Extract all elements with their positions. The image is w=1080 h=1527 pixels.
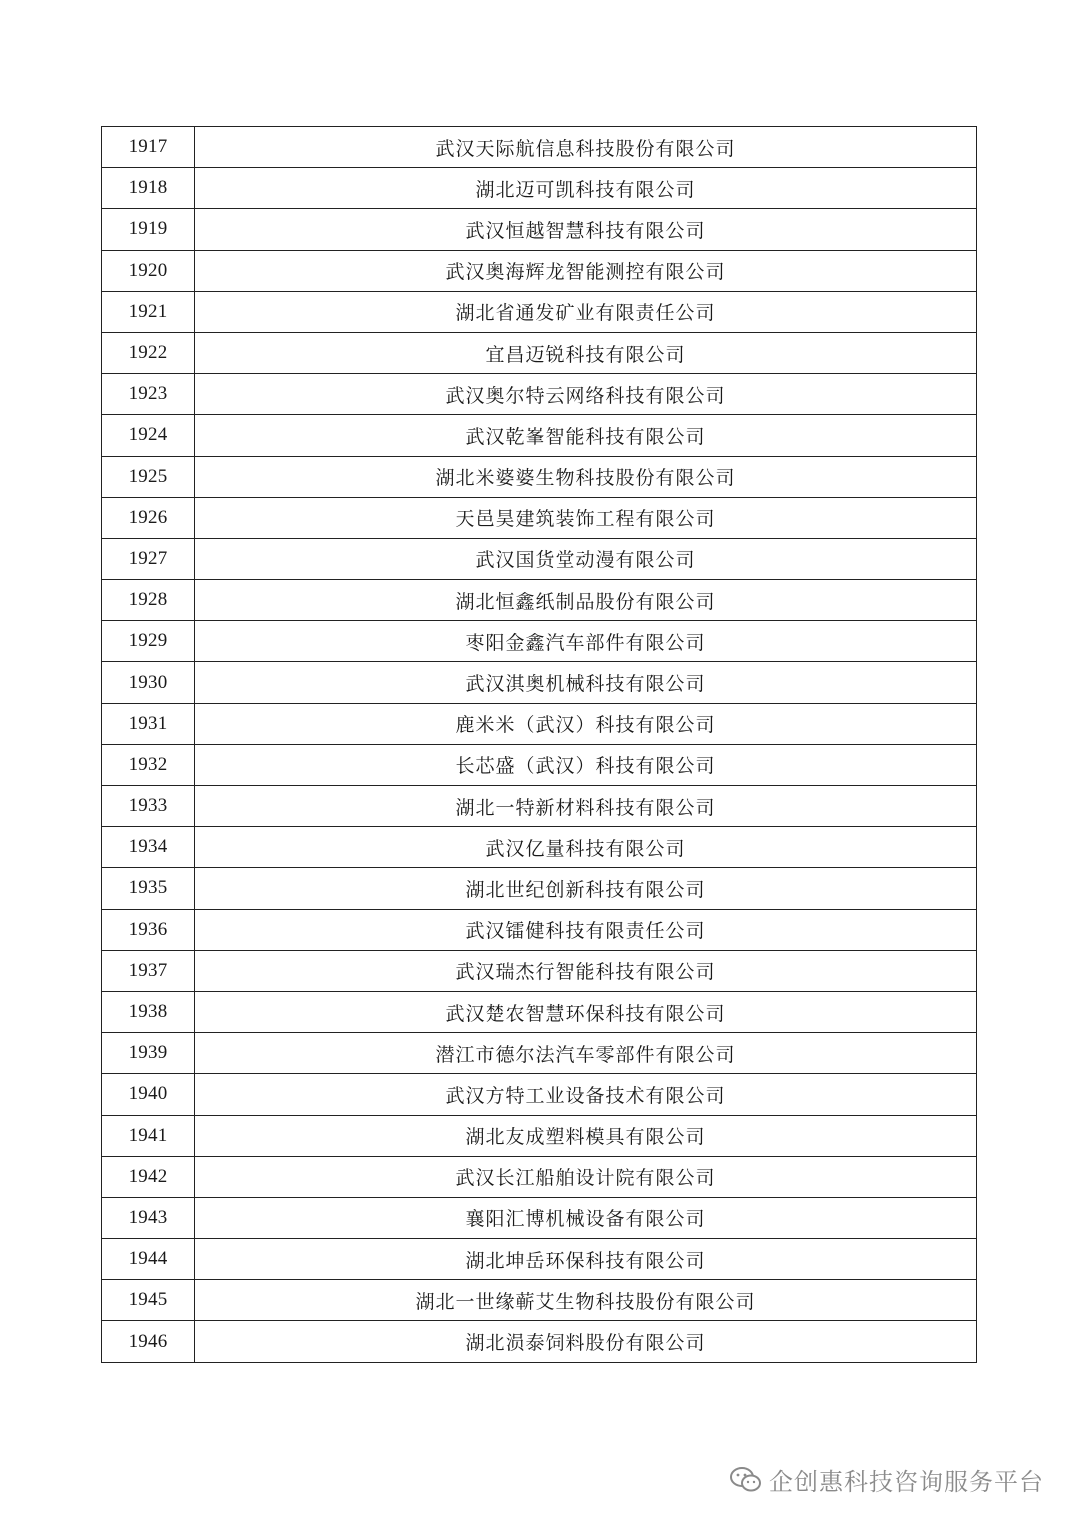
company-name: 湖北恒鑫纸制品股份有限公司 — [195, 580, 977, 621]
row-number: 1940 — [102, 1074, 195, 1115]
company-name: 湖北一世缘蕲艾生物科技股份有限公司 — [195, 1280, 977, 1321]
table-row — [102, 991, 977, 1032]
company-name: 湖北世纪创新科技有限公司 — [195, 868, 977, 909]
company-name: 武汉长江船舶设计院有限公司 — [195, 1156, 977, 1197]
table-row — [102, 374, 977, 415]
table-row — [102, 456, 977, 497]
table-row — [102, 538, 977, 579]
table-row — [102, 497, 977, 538]
company-name: 宜昌迈锐科技有限公司 — [195, 332, 977, 373]
watermark-text: 企创惠科技咨询服务平台 — [769, 1468, 1044, 1496]
company-name: 湖北省通发矿业有限责任公司 — [195, 291, 977, 332]
row-number: 1925 — [102, 456, 195, 497]
row-number: 1936 — [102, 909, 195, 950]
company-name: 长芯盛（武汉）科技有限公司 — [195, 744, 977, 785]
row-number: 1933 — [102, 786, 195, 827]
table-row — [102, 1280, 977, 1321]
company-name: 襄阳汇博机械设备有限公司 — [195, 1197, 977, 1238]
row-number: 1931 — [102, 703, 195, 744]
company-name: 武汉淇奥机械科技有限公司 — [195, 662, 977, 703]
row-number: 1928 — [102, 580, 195, 621]
row-number: 1927 — [102, 538, 195, 579]
row-number: 1922 — [102, 332, 195, 373]
row-number: 1937 — [102, 950, 195, 991]
table-row — [102, 168, 977, 209]
company-name: 潜江市德尔法汽车零部件有限公司 — [195, 1033, 977, 1074]
company-name: 武汉奥尔特云网络科技有限公司 — [195, 374, 977, 415]
company-name: 武汉镭健科技有限责任公司 — [195, 909, 977, 950]
table-row — [102, 1156, 977, 1197]
row-number: 1924 — [102, 415, 195, 456]
wechat-icon — [729, 1466, 763, 1494]
table-row — [102, 909, 977, 950]
table-row — [102, 744, 977, 785]
row-number: 1921 — [102, 291, 195, 332]
company-name: 武汉瑞杰行智能科技有限公司 — [195, 950, 977, 991]
table-row — [102, 662, 977, 703]
row-number: 1923 — [102, 374, 195, 415]
company-name: 湖北坤岳环保科技有限公司 — [195, 1239, 977, 1280]
row-number: 1935 — [102, 868, 195, 909]
table-row — [102, 1239, 977, 1280]
table-row — [102, 786, 977, 827]
row-number: 1934 — [102, 827, 195, 868]
company-name: 武汉天际航信息科技股份有限公司 — [195, 127, 977, 168]
row-number: 1938 — [102, 991, 195, 1032]
table-row — [102, 1033, 977, 1074]
row-number: 1932 — [102, 744, 195, 785]
company-name: 武汉奥海辉龙智能测控有限公司 — [195, 250, 977, 291]
row-number: 1920 — [102, 250, 195, 291]
row-number: 1930 — [102, 662, 195, 703]
company-name: 武汉楚农智慧环保科技有限公司 — [195, 991, 977, 1032]
company-name: 鹿米米（武汉）科技有限公司 — [195, 703, 977, 744]
table-row — [102, 1115, 977, 1156]
company-name: 武汉乾峯智能科技有限公司 — [195, 415, 977, 456]
company-name: 湖北友成塑料模具有限公司 — [195, 1115, 977, 1156]
table-row — [102, 332, 977, 373]
row-number: 1943 — [102, 1197, 195, 1238]
row-number: 1944 — [102, 1239, 195, 1280]
table-row — [102, 291, 977, 332]
watermark — [729, 1462, 1044, 1497]
table-row — [102, 127, 977, 168]
table-row — [102, 868, 977, 909]
company-name: 枣阳金鑫汽车部件有限公司 — [195, 621, 977, 662]
row-number: 1918 — [102, 168, 195, 209]
table-row — [102, 580, 977, 621]
row-number: 1945 — [102, 1280, 195, 1321]
table-row — [102, 209, 977, 250]
table-body — [102, 127, 977, 1363]
row-number: 1941 — [102, 1115, 195, 1156]
table-row — [102, 703, 977, 744]
row-number: 1926 — [102, 497, 195, 538]
table-row — [102, 415, 977, 456]
row-number: 1946 — [102, 1321, 195, 1362]
company-name: 武汉亿量科技有限公司 — [195, 827, 977, 868]
table-row — [102, 1197, 977, 1238]
row-number: 1919 — [102, 209, 195, 250]
row-number: 1942 — [102, 1156, 195, 1197]
table-row — [102, 1074, 977, 1115]
table-row — [102, 250, 977, 291]
company-list-table — [101, 126, 977, 1363]
company-name: 武汉国货堂动漫有限公司 — [195, 538, 977, 579]
company-name: 湖北一特新材料科技有限公司 — [195, 786, 977, 827]
table-row — [102, 827, 977, 868]
table-row — [102, 1321, 977, 1362]
company-name: 湖北迈可凯科技有限公司 — [195, 168, 977, 209]
company-name: 天邑昊建筑装饰工程有限公司 — [195, 497, 977, 538]
row-number: 1939 — [102, 1033, 195, 1074]
company-name: 武汉恒越智慧科技有限公司 — [195, 209, 977, 250]
row-number: 1929 — [102, 621, 195, 662]
row-number: 1917 — [102, 127, 195, 168]
company-name: 武汉方特工业设备技术有限公司 — [195, 1074, 977, 1115]
table-row — [102, 621, 977, 662]
table-row — [102, 950, 977, 991]
company-name: 湖北米婆婆生物科技股份有限公司 — [195, 456, 977, 497]
company-name: 湖北涢泰饲料股份有限公司 — [195, 1321, 977, 1362]
